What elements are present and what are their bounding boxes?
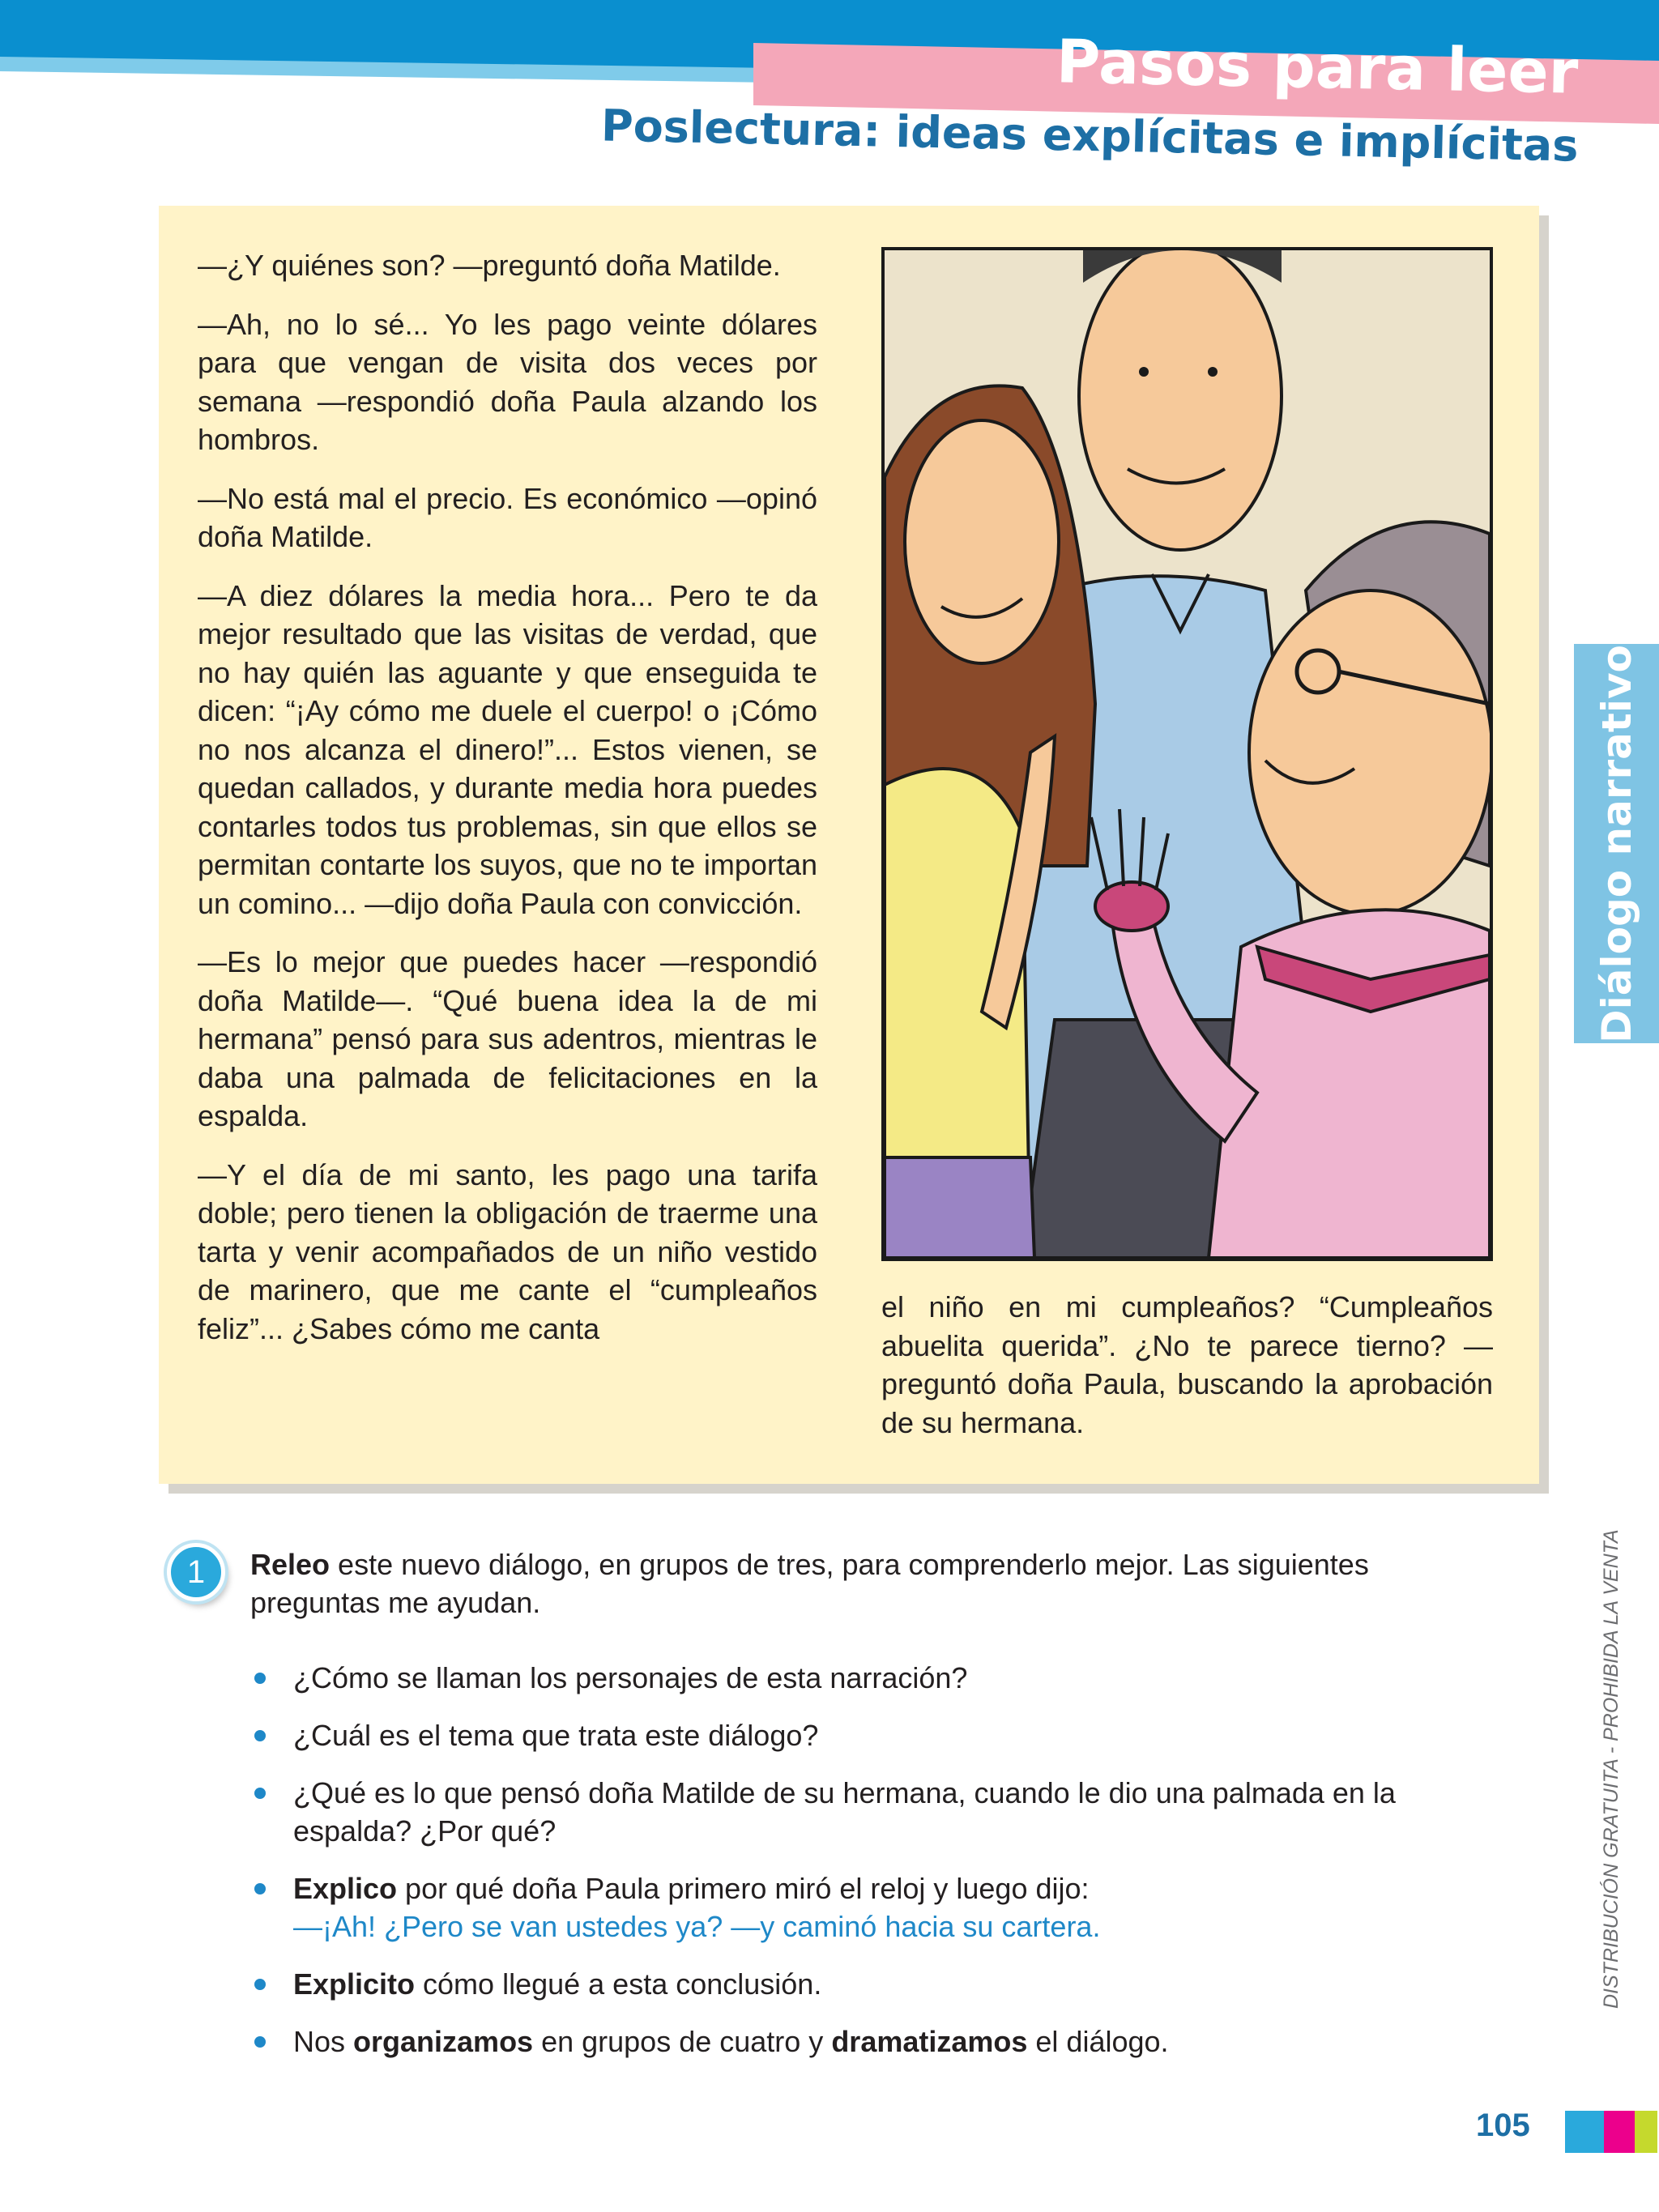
family-illustration [881, 247, 1493, 1261]
page-number: 105 [1476, 2108, 1530, 2143]
activity-instructions-text: este nuevo diálogo, en grupos de tres, para comprenderlo mejor. Las siguientes preguntas me ayudan. [250, 1548, 1369, 1619]
question-verb: Explico [293, 1872, 398, 1905]
activity-instructions [250, 1545, 1465, 1622]
activity-verb: Releo [250, 1548, 331, 1581]
section-subtitle: Poslectura: ideas explícitas e implícitas [599, 100, 1579, 172]
question-text: por qué doña Paula primero miró el reloj y luego dijo: [397, 1872, 1090, 1905]
question-verb: organizamos [353, 2025, 534, 2058]
quoted-dialogue: —¡Ah! ¿Pero se van ustedes ya? —y caminó hacia su cartera. [293, 1910, 1101, 1943]
question-text: el diálogo. [1027, 2025, 1169, 2058]
question-verb: dramatizamos [831, 2025, 1028, 2058]
dialogue-paragraph: —A diez dólares la media hora... Pero te da mejor resultado que las visitas de verdad, que no hay quién las aguante y que enseguida te dicen: “¡Ay cómo me duele el cuerpo! o ¡Cómo no nos alcanza el dinero!”... Estos vienen, se quedan callados, y durante media hora puedes contarles todos tus problemas, sin que ellos se permitan contarte los suyos, que no te importan un comino... —dijo doña Paula con convicción. [198, 578, 817, 920]
side-tab-label: Diálogo narrativo [1593, 644, 1640, 1043]
color-swatch-magenta [1604, 2111, 1635, 2153]
color-swatch-green [1635, 2111, 1657, 2153]
question-text: Nos [293, 2025, 354, 2058]
question-verb: Explicito [293, 1967, 416, 2001]
section-side-tab [1574, 644, 1659, 1043]
dialogue-paragraph: —Ah, no lo sé... Yo les pago veinte dólares para que vengan de visita dos veces por semana —respondió doña Paula alzando los hombros. [198, 307, 817, 456]
question-item [251, 1869, 1466, 1946]
dialogue-paragraph: el niño en mi cumpleaños? “Cumpleaños abuelita querida”. ¿No te parece tierno? —preguntó doña Paula, buscando la aprobación de su hermana. [881, 1290, 1493, 1439]
dialogue-column-left [198, 246, 817, 1368]
footer-color-bar [1565, 2111, 1657, 2153]
question-item [251, 2022, 1466, 2061]
question-item [251, 1659, 1466, 1697]
dialogue-column-right [881, 1288, 1493, 1442]
question-text: en grupos de cuatro y [533, 2025, 832, 2058]
question-text: ¿Qué es lo que pensó doña Matilde de su hermana, cuando le dio una palmada en la espalda? ¿Por qué? [293, 1776, 1396, 1848]
question-text: ¿Cómo se llaman los personajes de esta narración? [293, 1661, 968, 1694]
question-text: ¿Cuál es el tema que trata este diálogo? [293, 1719, 819, 1752]
question-item [251, 1774, 1466, 1850]
dialogue-paragraph: —No está mal el precio. Es económico —opinó doña Matilde. [198, 481, 817, 553]
color-swatch-blue [1565, 2111, 1604, 2153]
dialogue-paragraph: —Es lo mejor que puedes hacer —respondió doña Matilde—. “Qué buena idea la de mi hermana” pensó para sus adentros, mientras le daba una palmada de felicitaciones en la espalda. [198, 945, 817, 1132]
distribution-note-text: DISTRIBUCIÓN GRATUITA - PROHIBIDA LA VENTA [1600, 1529, 1623, 2009]
page-title: Pasos para leer [1055, 27, 1579, 108]
activity-number-badge: 1 [167, 1543, 225, 1601]
dialogue-paragraph: —Y el día de mi santo, les pago una tarifa doble; pero tienen la obligación de traerme una tarta y venir acompañados de un niño vestido de marinero, que me cante el “cumpleaños feliz”... ¿Sabes cómo me canta [198, 1157, 817, 1345]
question-item [251, 1965, 1466, 2003]
question-item [251, 1716, 1466, 1754]
dialogue-paragraph: —¿Y quiénes son? —preguntó doña Matilde. [198, 249, 781, 282]
question-text: cómo llegué a esta conclusión. [415, 1967, 822, 2001]
question-list [251, 1659, 1466, 2080]
